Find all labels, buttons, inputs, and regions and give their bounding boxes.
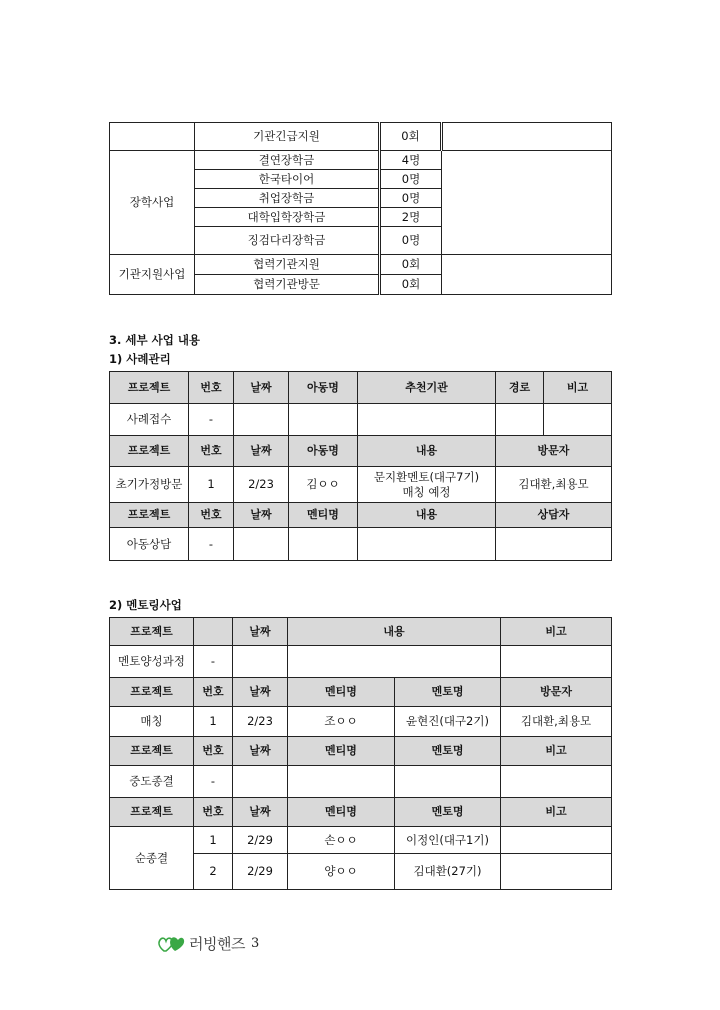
date-cell	[233, 766, 288, 798]
summary-table	[109, 122, 612, 295]
header-cell: 번호	[194, 678, 233, 707]
project-cell: 사례접수	[110, 404, 189, 436]
header-cell: 프로젝트	[110, 798, 194, 827]
header-cell: 날짜	[233, 678, 288, 707]
header-cell: 멘토명	[395, 798, 501, 827]
mentor-cell: 김대환(27기)	[395, 854, 501, 890]
header-cell: 날짜	[234, 436, 289, 467]
header-cell: 멘토명	[395, 678, 501, 707]
note-cell	[442, 151, 612, 255]
header-cell: 프로젝트	[110, 737, 194, 766]
subsection-title-mentoring: 2) 멘토링사업	[109, 598, 182, 612]
case-management-table	[109, 371, 612, 561]
header-cell: 프로젝트	[110, 372, 189, 404]
category-cell	[110, 123, 195, 151]
mentee-cell	[289, 528, 358, 561]
note-cell	[501, 827, 612, 854]
header-cell: 프로젝트	[110, 503, 189, 528]
content-line: 문지환멘토(대구7기)	[373, 470, 480, 485]
header-cell: 프로젝트	[110, 618, 194, 646]
logo-text: 러빙핸즈	[189, 934, 245, 953]
number-cell: -	[189, 404, 234, 436]
mentor-cell	[395, 766, 501, 798]
note-cell	[501, 854, 612, 890]
header-cell: 날짜	[233, 798, 288, 827]
header-cell: 방문자	[496, 436, 612, 467]
header-cell: 번호	[189, 436, 234, 467]
category-cell: 기관지원사업	[110, 255, 195, 295]
header-cell: 비고	[501, 618, 612, 646]
header-cell: 비고	[544, 372, 612, 404]
counselor-cell	[496, 528, 612, 561]
item-cell: 기관긴급지원	[195, 123, 380, 151]
note-cell	[442, 255, 612, 295]
count-cell: 0회	[380, 255, 442, 275]
header-cell: 날짜	[233, 618, 288, 646]
header-cell: 멘티명	[288, 798, 395, 827]
content-cell	[358, 467, 496, 503]
item-cell: 취업장학금	[195, 189, 380, 208]
project-cell: 중도종결	[110, 766, 194, 798]
header-cell: 비고	[501, 737, 612, 766]
date-cell: 2/29	[233, 854, 288, 890]
visitor-cell: 김대환,최용모	[496, 467, 612, 503]
header-cell: 번호	[189, 503, 234, 528]
mentoring-table	[109, 617, 612, 890]
number-cell: -	[189, 528, 234, 561]
header-cell: 상담자	[496, 503, 612, 528]
date-cell	[233, 646, 288, 678]
header-cell	[194, 618, 233, 646]
note-cell	[501, 766, 612, 798]
header-cell: 멘토명	[395, 737, 501, 766]
item-cell: 협력기관방문	[195, 275, 380, 295]
project-cell: 순종결	[110, 827, 194, 890]
project-cell: 아동상담	[110, 528, 189, 561]
header-cell: 번호	[194, 798, 233, 827]
date-cell	[234, 528, 289, 561]
header-cell: 아동명	[289, 372, 358, 404]
mentee-cell: 양ㅇㅇ	[288, 854, 395, 890]
header-cell: 비고	[501, 798, 612, 827]
project-cell: 매칭	[110, 707, 194, 737]
count-cell: 0명	[380, 170, 442, 189]
item-cell: 징검다리장학금	[195, 227, 380, 255]
header-cell: 내용	[288, 618, 501, 646]
category-cell: 장학사업	[110, 151, 195, 255]
number-cell: 2	[194, 854, 233, 890]
note-cell	[442, 123, 612, 151]
header-cell: 멘티명	[288, 678, 395, 707]
item-cell: 한국타이어	[195, 170, 380, 189]
number-cell: 1	[189, 467, 234, 503]
section-title: 3. 세부 사업 내용	[109, 333, 201, 347]
number-cell: -	[194, 646, 233, 678]
project-cell: 초기가정방문	[110, 467, 189, 503]
number-cell: 1	[194, 827, 233, 854]
date-cell: 2/23	[233, 707, 288, 737]
number-cell: 1	[194, 707, 233, 737]
route-cell	[496, 404, 544, 436]
subsection-title-case: 1) 사례관리	[109, 352, 171, 366]
item-cell: 협력기관지원	[195, 255, 380, 275]
content-line: 매칭 예정	[402, 484, 451, 499]
page-number: 3	[250, 935, 260, 951]
count-cell: 0명	[380, 189, 442, 208]
agency-cell	[358, 404, 496, 436]
header-cell: 방문자	[501, 678, 612, 707]
visitor-cell: 김대환,최용모	[501, 707, 612, 737]
header-cell: 추천기관	[358, 372, 496, 404]
item-cell: 결연장학금	[195, 151, 380, 170]
header-cell: 멘티명	[289, 503, 358, 528]
count-cell: 0회	[380, 275, 442, 295]
mentor-cell: 윤현진(대구2기)	[395, 707, 501, 737]
header-cell: 번호	[189, 372, 234, 404]
content-cell	[358, 528, 496, 561]
note-cell	[544, 404, 612, 436]
date-cell: 2/23	[234, 467, 289, 503]
header-cell: 날짜	[234, 372, 289, 404]
child-cell: 김ㅇㅇ	[289, 467, 358, 503]
item-cell: 대학입학장학금	[195, 208, 380, 227]
loving-hands-logo-icon	[157, 933, 185, 953]
mentee-cell: 손ㅇㅇ	[288, 827, 395, 854]
header-cell: 아동명	[289, 436, 358, 467]
child-cell	[289, 404, 358, 436]
note-cell	[501, 646, 612, 678]
header-cell: 내용	[358, 503, 496, 528]
header-cell: 날짜	[233, 737, 288, 766]
count-cell: 2명	[380, 208, 442, 227]
mentee-cell: 조ㅇㅇ	[288, 707, 395, 737]
footer	[157, 931, 259, 955]
header-cell: 멘티명	[288, 737, 395, 766]
header-cell: 경로	[496, 372, 544, 404]
count-cell: 4명	[380, 151, 442, 170]
header-cell: 내용	[358, 436, 496, 467]
header-cell: 프로젝트	[110, 678, 194, 707]
date-cell	[234, 404, 289, 436]
count-cell: 0명	[380, 227, 442, 255]
header-cell: 프로젝트	[110, 436, 189, 467]
mentor-cell: 이정인(대구1기)	[395, 827, 501, 854]
count-cell: 0회	[380, 123, 442, 151]
project-cell: 멘토양성과정	[110, 646, 194, 678]
date-cell: 2/29	[233, 827, 288, 854]
content-cell	[288, 646, 501, 678]
header-cell: 날짜	[234, 503, 289, 528]
header-cell: 번호	[194, 737, 233, 766]
mentee-cell	[288, 766, 395, 798]
number-cell: -	[194, 766, 233, 798]
